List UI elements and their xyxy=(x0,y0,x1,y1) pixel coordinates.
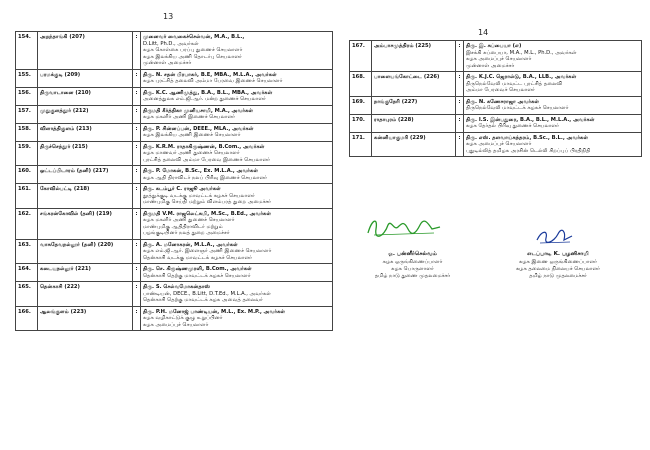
candidate-name: திருமதி V.M. ராஜலெட்சுமி, M.Sc., B.Ed., அவர்கள் xyxy=(143,210,272,217)
separator: : xyxy=(456,132,464,157)
separator: : xyxy=(133,87,141,105)
candidate-details xyxy=(141,184,333,209)
candidate-post: புதுடில்லித் தமிழக அரசின் டெல்லி சிறப்புப் பிரதிநிதி xyxy=(466,147,591,154)
candidate-post: தென்காசி தெற்கு மாவட்டக் கழகச் செயலாளர் xyxy=(143,272,251,279)
candidate-details xyxy=(464,41,642,72)
constituency-name: சங்கரன்கோவில் (தனி) (219) xyxy=(38,208,133,239)
separator: : xyxy=(133,141,141,166)
table-row xyxy=(16,32,333,70)
candidate-details xyxy=(141,208,333,239)
candidate-post: முன்னாள் அமைச்சர் xyxy=(466,62,515,69)
candidate-post: கழக தேர்தல் பிரிவு துணைச் செயலாளர் xyxy=(466,123,559,129)
table-row xyxy=(16,123,333,141)
candidate-post: கழக அமைப்புச் செயலாளர் xyxy=(466,56,532,62)
candidate-post: கழக புரட்சித் தலைவி அம்மா பேரவை இணைச் செயலாளர் xyxy=(143,78,283,84)
constituency-table-left xyxy=(15,31,333,331)
constituency-name: தென்காசி (222) xyxy=(38,282,133,307)
candidate-name: முனைவர் வைகைச்செல்வன், M.A., B.L., xyxy=(143,34,245,40)
candidate-name: திரு. K.J.C. ஜெரால்டு, B.A., LLB., அவர்கள் xyxy=(466,74,577,80)
row-number: 159. xyxy=(16,141,38,166)
constituency-name: ஒட்டப்பிடாரம் (தனி) (217) xyxy=(38,166,133,184)
row-number: 157. xyxy=(16,105,38,123)
constituency-name: பரமக்குடி (209) xyxy=(38,69,133,87)
row-number: 165. xyxy=(16,282,38,307)
candidate-post: கழக அமைப்புச் செயலாளர் xyxy=(466,141,532,147)
constituency-name: பாளையங்கோட்டை (226) xyxy=(372,72,456,97)
constituency-name: அறந்தாங்கி (207) xyxy=(38,32,133,70)
candidate-details xyxy=(141,32,333,70)
candidate-post: கழக எம்.ஜி.ஆர். இளைஞர் அணி இணைச் செயலாளர் xyxy=(143,248,272,254)
constituency-name: கடையநல்லூர் (221) xyxy=(38,264,133,282)
candidate-name: திரு. P.H. மனோஜ் பாண்டியன், M.L., Ex. M.P., அவர்கள் xyxy=(143,308,286,315)
candidate-name: திரு. இ. சுப்பையா (எ) xyxy=(466,43,522,49)
candidate-post: பழங்குடியினர் நலத் துறை அமைச்சர் xyxy=(143,230,230,236)
candidate-name: திருமதி கீர்த்திகா முனியசாமி, M.A., அவர்கள் xyxy=(143,107,254,114)
page-number-left: 13 xyxy=(163,12,174,21)
separator: : xyxy=(133,208,141,239)
table-row xyxy=(350,114,642,132)
candidate-details xyxy=(464,114,642,132)
table-row xyxy=(16,239,333,264)
candidate-post: மாண்புமிகு செய்தி மற்றும் விளம்பரத் துறை அமைச்சர் xyxy=(143,199,272,205)
candidate-name: திரு. A. மனோகரன், M.L.A., அவர்கள் xyxy=(143,241,238,248)
separator: : xyxy=(456,41,464,72)
constituency-table-right xyxy=(349,40,642,157)
candidate-name: திரு. N. சதன் பிரபாகர், B.E, MBA., M.L.A., அவர்கள் xyxy=(143,71,277,78)
candidate-post: அனைத்துலக எம்.ஜி.ஆர். மன்ற துணைச் செயலாளர் xyxy=(143,96,266,102)
candidate-name: திரு. கடம்பூர் C. ராஜூ அவர்கள் xyxy=(143,186,221,192)
candidate-post: கழக வழிகாட்டுக் குழு உறுப்பினர் xyxy=(143,315,223,321)
table-row xyxy=(16,184,333,209)
table-row xyxy=(16,306,333,331)
candidate-name: திரு. P. சின்னப்பன், DEEE., MLA., அவர்கள் xyxy=(143,125,254,132)
row-number: 155. xyxy=(16,69,38,87)
signatory-ops xyxy=(355,251,470,280)
candidate-post: தென்காசி வடக்கு மாவட்டக் கழகச் செயலாளர் xyxy=(143,254,252,261)
candidate-details xyxy=(464,72,642,97)
separator: : xyxy=(133,166,141,184)
signatory-title: கழக ஒருங்கிணைப்பாளர் xyxy=(382,258,443,265)
constituency-name: கன்னியாகுமரி (229) xyxy=(372,132,456,157)
candidate-post: கழக மாணவர் அணி துணைச் செயலாளர் xyxy=(143,150,240,156)
table-row xyxy=(350,132,642,157)
separator: : xyxy=(456,96,464,114)
row-number: 169. xyxy=(350,96,372,114)
candidate-details xyxy=(141,69,333,87)
candidate-details xyxy=(141,141,333,166)
candidate-post: புரட்சித் தலைவி அம்மா பேரவை இணைச் செயலாளர் xyxy=(143,156,270,163)
signatory-name: எடப்பாடி K. பழனிசாமி xyxy=(527,251,589,257)
signatory-title: கழக இணை ஒருங்கிணைப்பாளர் xyxy=(519,258,597,265)
row-number: 166. xyxy=(16,306,38,331)
constituency-name: விளாத்திகுளம் (213) xyxy=(38,123,133,141)
table-row xyxy=(350,96,642,114)
separator: : xyxy=(133,239,141,264)
table-row xyxy=(16,166,333,184)
separator: : xyxy=(133,32,141,70)
constituency-name: முதுகுளத்தூர் (212) xyxy=(38,105,133,123)
candidate-post: முன்னாள் அமைச்சர் xyxy=(143,60,192,66)
row-number: 162. xyxy=(16,208,38,239)
candidate-name: திரு. N. கணேசராஜா அவர்கள் xyxy=(466,98,540,105)
table-row xyxy=(16,208,333,239)
row-number: 167. xyxy=(350,41,372,72)
table-row xyxy=(350,41,642,72)
constituency-name: வாசுதேவநல்லூர் (தனி) (220) xyxy=(38,239,133,264)
separator: : xyxy=(133,69,141,87)
separator: : xyxy=(133,306,141,331)
page-number-right: 14 xyxy=(478,28,489,37)
separator: : xyxy=(133,184,141,209)
row-number: 163. xyxy=(16,239,38,264)
signature-eps-icon xyxy=(534,226,576,246)
row-number: 154. xyxy=(16,32,38,70)
table-row xyxy=(16,87,333,105)
candidate-post: கழக கொள்கை பரப்பு துணைச் செயலாளர் xyxy=(143,47,243,53)
candidate-post: அம்மா பேரவைச் செயலாளர் xyxy=(466,87,535,93)
candidate-post: D.Litt, Ph.D., அவர்கள் xyxy=(143,40,199,47)
constituency-name: திருவாடானை (210) xyxy=(38,87,133,105)
table-row xyxy=(16,282,333,307)
row-number: 168. xyxy=(350,72,372,97)
separator: : xyxy=(456,72,464,97)
candidate-details xyxy=(464,96,642,114)
candidate-details xyxy=(141,282,333,307)
candidate-name: திரு. P. மோகன், B.Sc., Ex. M.L.A., அவர்கள் xyxy=(143,168,259,174)
candidate-name: திரு. I.S. இன்பதுரை, B.A., B.L., M.L.A., அவர்கள் xyxy=(466,116,595,123)
signatory-eps xyxy=(498,251,618,280)
candidate-post: தூத்துக்குடி வடக்கு மாவட்டக் கழகச் செயலாளர் xyxy=(143,192,255,199)
separator: : xyxy=(133,105,141,123)
signature-ops-icon xyxy=(364,213,444,241)
candidate-post: கழக இலக்கிய அணி இணைச் செயலாளர் xyxy=(143,132,241,138)
table-row xyxy=(16,69,333,87)
constituency-name: திருச்செந்தூர் (215) xyxy=(38,141,133,166)
candidate-name: திரு. S. செல்வமோகன்தாஸ் xyxy=(143,284,211,290)
row-number: 161. xyxy=(16,184,38,209)
signatory-title: தமிழ் நாடு முதலமைச்சர் xyxy=(529,272,587,279)
candidate-post: கழக அமைப்புச் செயலாளர் xyxy=(143,321,209,328)
constituency-name: ஆலங்குளம் (223) xyxy=(38,306,133,331)
signatory-title: தமிழ் நாடு துணை முதலமைச்சர் xyxy=(374,272,451,279)
signatory-title: கழக தலைமை நிலையச் செயலாளர் xyxy=(515,265,601,272)
candidate-details xyxy=(141,264,333,282)
constituency-name: அம்பாசமுத்திரம் (225) xyxy=(372,41,456,72)
candidate-name: திரு. செ. கிருஷ்ணமுரளி, B.Com., அவர்கள் xyxy=(143,266,252,272)
candidate-post: பாண்டியன், DECE., B.Litt, D.T.Ed., M.L.A., அவர்கள் xyxy=(143,290,271,297)
candidate-post: இசக்கி சுப்பையா, M.A., M.L., Ph.D., அவர்கள் xyxy=(466,49,577,56)
row-number: 156. xyxy=(16,87,38,105)
candidate-post: திருநெல்வேலி மாவட்ட புரட்சித் தலைவி xyxy=(466,80,563,87)
table-row xyxy=(16,141,333,166)
candidate-post: மாண்புமிகு ஆதிதிராவிடர் மற்றும் xyxy=(143,223,223,230)
candidate-post: கழக ஆதி திராவிடர் நலப் பிரிவு இணைச் செயலாளர் xyxy=(143,174,268,181)
separator: : xyxy=(133,123,141,141)
constituency-name: ராதாபுரம் (228) xyxy=(372,114,456,132)
candidate-details xyxy=(141,123,333,141)
candidate-details xyxy=(141,239,333,264)
separator: : xyxy=(133,282,141,307)
candidate-details xyxy=(141,306,333,331)
constituency-name: நாங்குநேரி (227) xyxy=(372,96,456,114)
candidate-post: கழக இலக்கிய அணி தொடர்பு செயலாளர் xyxy=(143,53,242,60)
candidate-details xyxy=(141,166,333,184)
table-row xyxy=(16,264,333,282)
table-row xyxy=(350,72,642,97)
candidate-post: திருநெல்வேலி மாவட்டக் கழகச் செயலாளர் xyxy=(466,105,569,111)
candidate-post: கழக மகளிர் அணி துணைச் செயலாளர் xyxy=(143,217,235,223)
separator: : xyxy=(133,264,141,282)
row-number: 158. xyxy=(16,123,38,141)
row-number: 164. xyxy=(16,264,38,282)
signatory-title: கழக பொருளாளர் xyxy=(391,265,434,272)
candidate-details xyxy=(464,132,642,157)
row-number: 171. xyxy=(350,132,372,157)
candidate-post: தென்காசி தெற்கு மாவட்டக் கழக அவைத் தலைவர் xyxy=(143,297,263,303)
row-number: 160. xyxy=(16,166,38,184)
table-row xyxy=(16,105,333,123)
separator: : xyxy=(456,114,464,132)
constituency-name: கோவில்பட்டி (218) xyxy=(38,184,133,209)
candidate-details xyxy=(141,87,333,105)
candidate-details xyxy=(141,105,333,123)
signatory-name: ஓ. பன்னீர்செல்வம் xyxy=(388,251,437,257)
row-number: 170. xyxy=(350,114,372,132)
candidate-post: கழக மகளிர் அணி இணைச் செயலாளர் xyxy=(143,114,236,120)
candidate-name: திரு. எஸ். தளவாய்சுந்தரம், B.Sc., B.L., அவர்கள் xyxy=(466,134,589,141)
candidate-name: திரு. K.R.M. ராதாகிருஷ்ணன், B.Com., அவர்கள் xyxy=(143,143,265,150)
candidate-name: திரு. K.C. ஆணிமுத்து, B.A., B.L., MBA., அவர்கள் xyxy=(143,89,273,96)
